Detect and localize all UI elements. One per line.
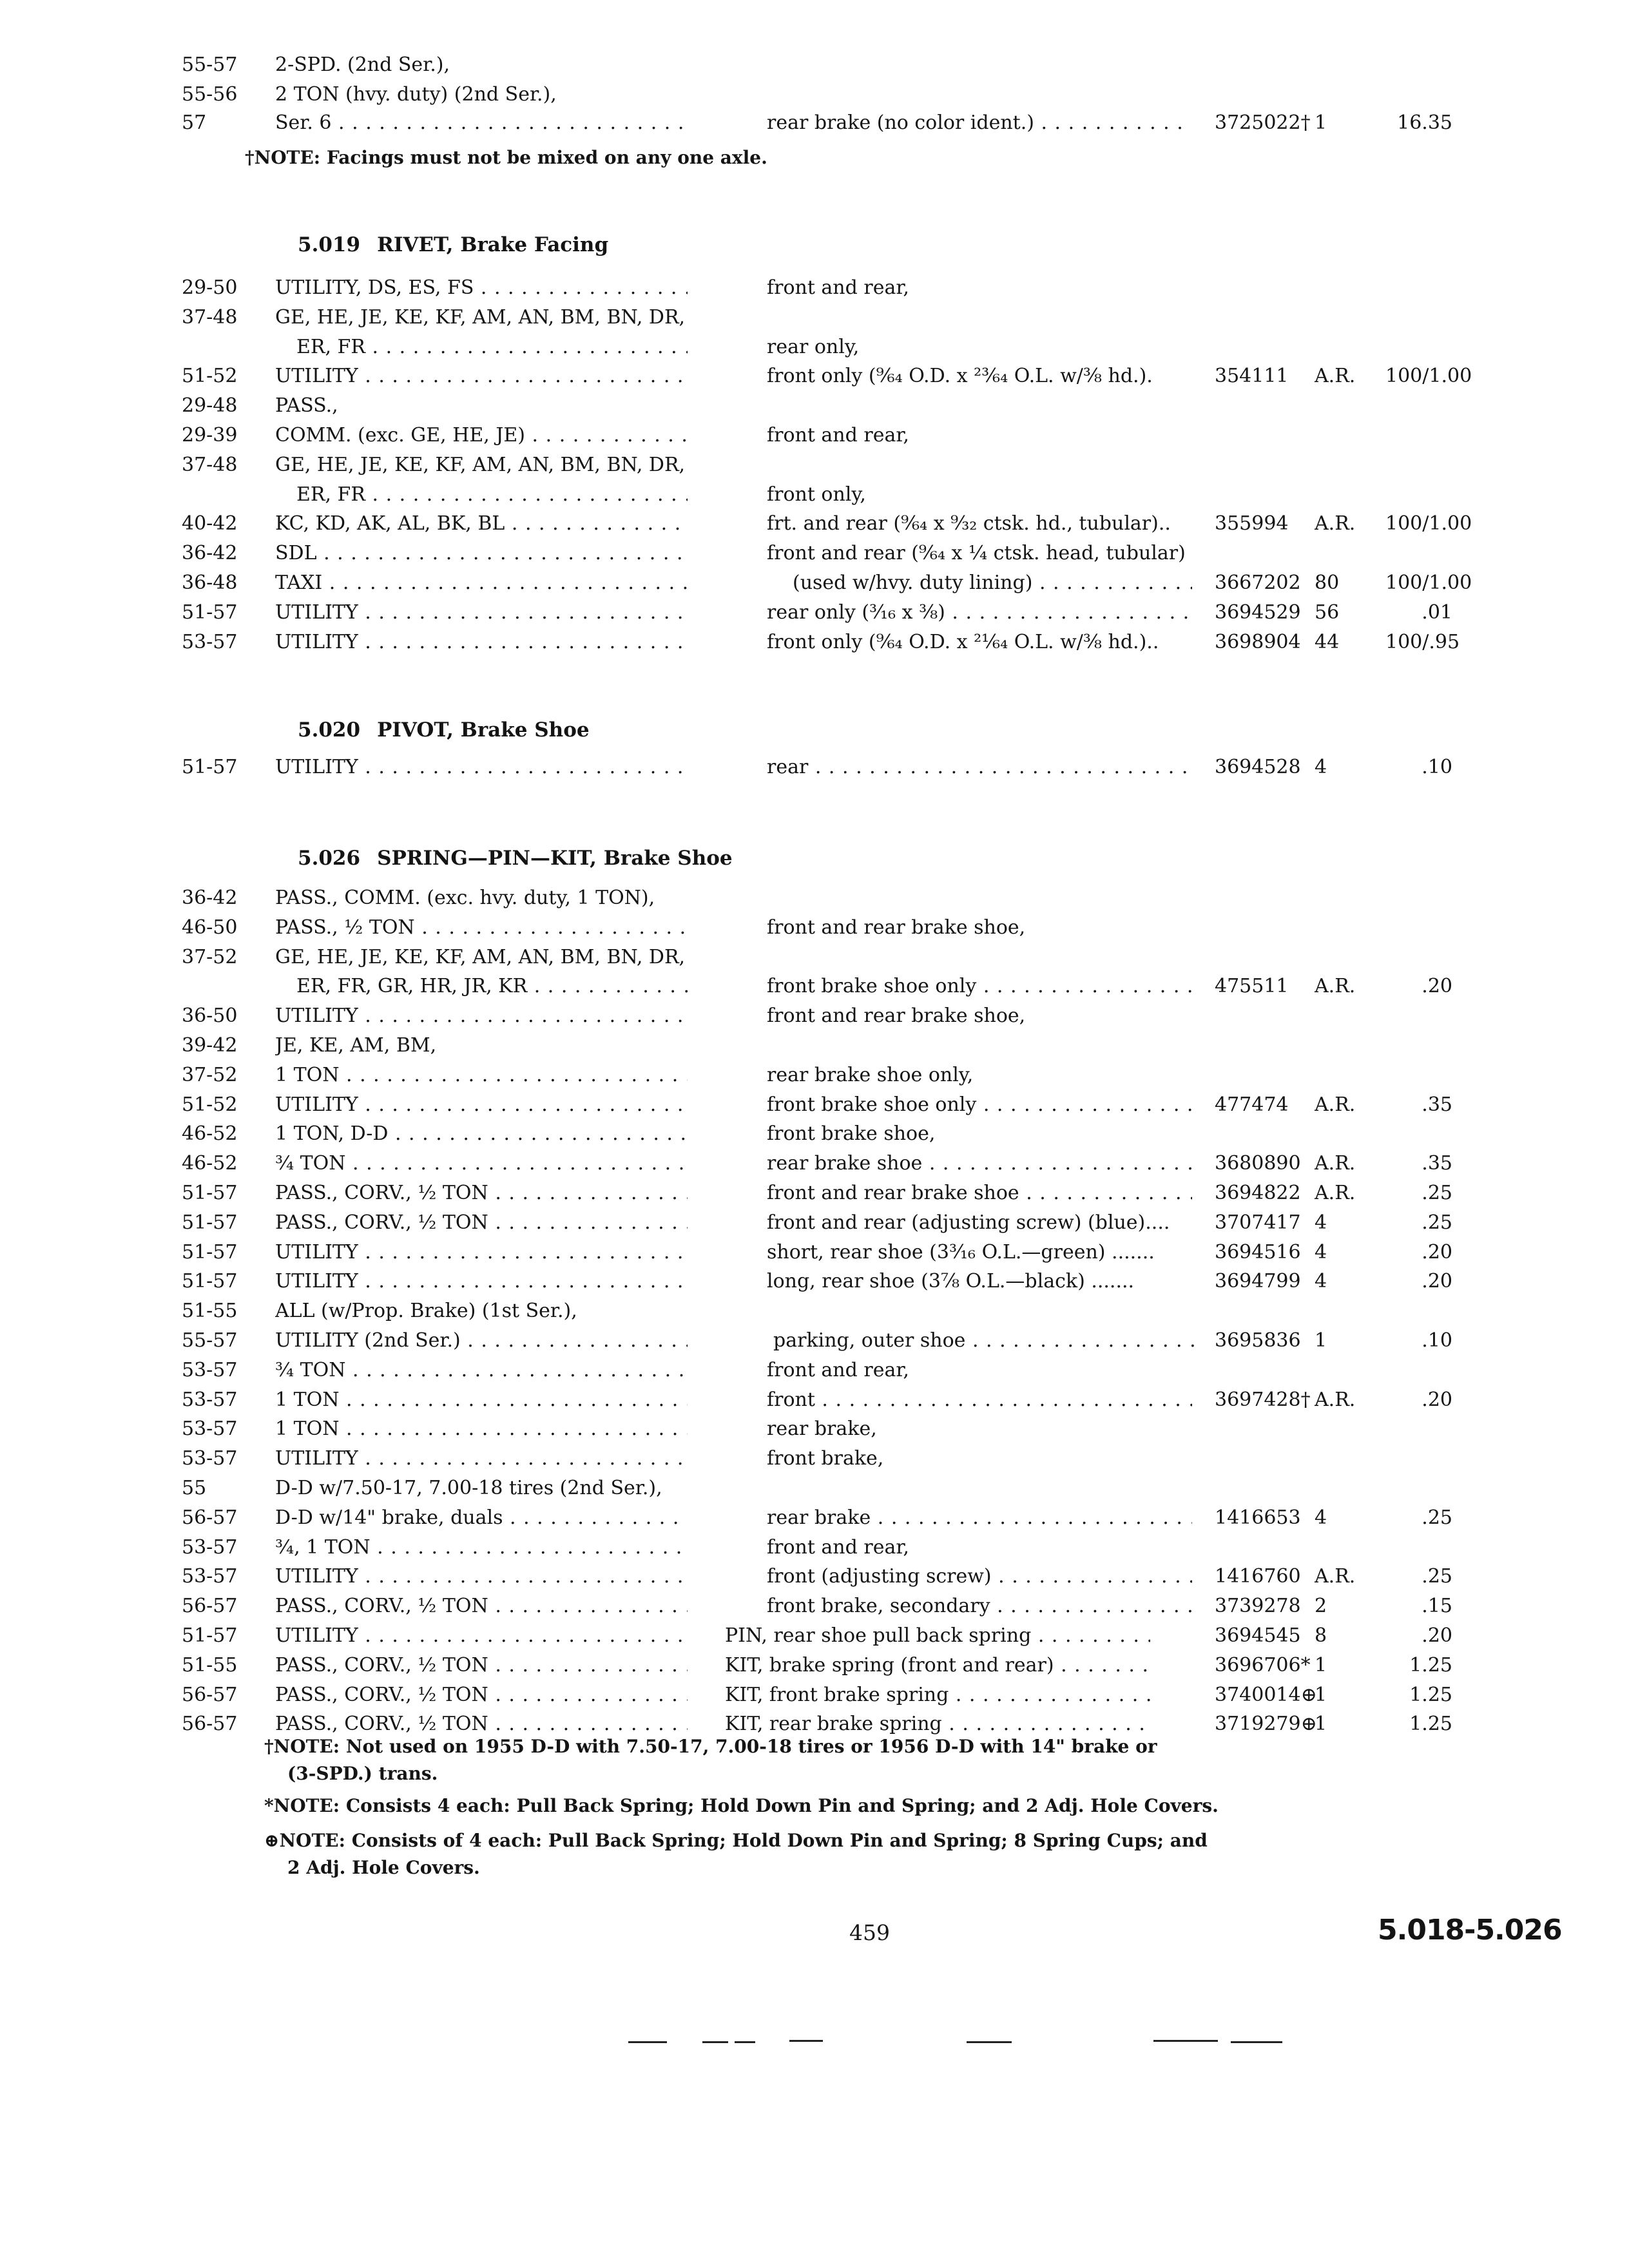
models-cell: UTILITY . . . [275, 753, 688, 782]
table-row [0, 1149, 1629, 1178]
table-row [0, 1238, 1629, 1267]
table-row [0, 1591, 1629, 1621]
years-cell: 51-57 [182, 601, 238, 624]
quantity-cell: A.R. [1315, 975, 1356, 997]
models-cell: D-D w/14" brake, duals . . . [275, 1503, 688, 1533]
description-cell: front and rear brake shoe, [767, 916, 1026, 939]
table-row [0, 1296, 1629, 1326]
models-cell: UTILITY . . . [275, 1267, 688, 1296]
years-cell: 51-52 [182, 365, 238, 387]
quantity-cell: A.R. [1315, 1182, 1356, 1204]
part-number-cell: 3719279⊕ [1215, 1713, 1317, 1735]
table-row [0, 450, 1629, 480]
years-cell: 51-55 [182, 1654, 238, 1677]
years-cell: 56-57 [182, 1506, 238, 1529]
scan-artifact [967, 2041, 1012, 2043]
footnote [264, 1792, 1244, 1820]
quantity-cell: 1 [1315, 1329, 1327, 1352]
table-row [0, 303, 1629, 332]
years-cell: 51-57 [182, 1182, 238, 1204]
years-cell: 51-52 [182, 1093, 238, 1116]
models-cell: UTILITY (2nd Ser.) . . . [275, 1326, 688, 1356]
table-row [0, 972, 1629, 1001]
price-cell: .20 [1422, 1241, 1452, 1264]
years-cell: 57 [182, 111, 207, 134]
description-cell: rear brake shoe only, [767, 1064, 974, 1086]
models-cell: UTILITY . . . [275, 598, 688, 628]
price-cell: 16.35 [1397, 111, 1452, 134]
quantity-cell: 1 [1315, 1654, 1327, 1677]
price-cell: 1.25 [1409, 1684, 1452, 1706]
models-cell: UTILITY . . . [275, 1562, 688, 1591]
table-row [0, 50, 1629, 80]
years-cell: 29-48 [182, 394, 238, 417]
years-cell: 56-57 [182, 1595, 238, 1617]
years-cell: 53-57 [182, 1565, 238, 1588]
models-cell: GE, HE, JE, KE, KF, AM, AN, BM, BN, DR, [275, 946, 686, 968]
models-cell: 1 TON . . . [275, 1414, 688, 1444]
price-cell: 100/.95 [1385, 631, 1460, 653]
quantity-cell: 4 [1315, 1241, 1327, 1264]
part-number-cell: 3694528 [1215, 756, 1301, 778]
table-row [0, 1651, 1629, 1680]
years-cell: 53-57 [182, 1418, 238, 1440]
price-cell: 100/1.00 [1385, 365, 1472, 387]
years-cell: 53-57 [182, 631, 238, 653]
years-cell: 36-50 [182, 1004, 238, 1027]
years-cell: 53-57 [182, 1447, 238, 1470]
models-cell: UTILITY . . . [275, 1001, 688, 1031]
years-cell: 55-56 [182, 83, 238, 106]
part-number-cell: 3694545 [1215, 1624, 1301, 1647]
models-cell: PASS., ½ TON . . . [275, 913, 688, 943]
years-cell: 51-55 [182, 1300, 238, 1322]
part-number-cell: 3740014⊕ [1215, 1684, 1317, 1706]
quantity-cell: 4 [1315, 1211, 1327, 1234]
models-cell: UTILITY . . . [275, 1621, 688, 1651]
years-cell: 53-57 [182, 1359, 238, 1381]
part-number-cell: 3698904 [1215, 631, 1301, 653]
models-cell: ER, FR, GR, HR, JR, KR . . . [296, 972, 688, 1001]
part-number-cell: 3694529 [1215, 601, 1301, 624]
table-row [0, 480, 1629, 510]
part-number-cell: 3694822 [1215, 1182, 1301, 1204]
models-cell: PASS., CORV., ½ TON . . . [275, 1591, 688, 1621]
table-row [0, 1061, 1629, 1090]
models-cell: GE, HE, JE, KE, KF, AM, AN, BM, BN, DR, [275, 306, 686, 329]
description-cell: front and rear brake shoe . . . [767, 1178, 1192, 1208]
models-cell: UTILITY . . . [275, 1444, 688, 1474]
price-cell: .35 [1422, 1152, 1452, 1175]
price-cell: 1.25 [1409, 1713, 1452, 1735]
scan-artifact [1231, 2041, 1282, 2043]
models-cell: UTILITY, DS, ES, FS . . . [275, 273, 688, 303]
models-cell: 2 TON (hvy. duty) (2nd Ser.), [275, 83, 557, 106]
price-cell: .20 [1422, 1389, 1452, 1411]
models-cell: 1 TON . . . [275, 1385, 688, 1415]
table-row [0, 1474, 1629, 1503]
description-cell: front and rear brake shoe, [767, 1004, 1026, 1027]
price-cell: .20 [1422, 1624, 1452, 1647]
models-cell: PASS., CORV., ½ TON . . . [275, 1709, 688, 1739]
years-cell: 51-57 [182, 1624, 238, 1647]
description-cell: front brake, secondary . . . [767, 1591, 1192, 1621]
table-row [0, 1090, 1629, 1120]
part-number-cell: 3694516 [1215, 1241, 1301, 1264]
models-cell: PASS., CORV., ½ TON . . . [275, 1178, 688, 1208]
part-number-cell: 3695836 [1215, 1329, 1301, 1352]
description-cell: rear . . . [767, 753, 1192, 782]
scan-artifact [1153, 2040, 1218, 2042]
models-cell: 2-SPD. (2nd Ser.), [275, 53, 450, 76]
quantity-cell: A.R. [1315, 1565, 1356, 1588]
years-cell: 46-52 [182, 1122, 238, 1145]
quantity-cell: A.R. [1315, 1389, 1356, 1411]
quantity-cell: 1 [1315, 1713, 1327, 1735]
description-cell: short, rear shoe (3³⁄₁₆ O.L.—green) ....... [767, 1241, 1155, 1264]
part-number-cell: 355994 [1215, 512, 1289, 535]
description-cell: rear brake . . . [767, 1503, 1192, 1533]
description-cell: front only (⁹⁄₆₄ O.D. x ²³⁄₆₄ O.L. w/⅜ hd.). [767, 365, 1153, 387]
scan-artifact [735, 2041, 755, 2043]
description-cell: front (adjusting screw) . . . [767, 1562, 1192, 1591]
models-cell: D-D w/7.50-17, 7.00-18 tires (2nd Ser.), [275, 1477, 662, 1499]
description-cell: parking, outer shoe . . . [773, 1326, 1199, 1356]
models-cell: COMM. (exc. GE, HE, JE) . . . [275, 421, 688, 450]
quantity-cell: 4 [1315, 756, 1327, 778]
years-cell: 36-48 [182, 572, 238, 594]
page-number: 459 [849, 1920, 890, 1945]
section-title: RIVET, Brake Facing [377, 233, 609, 256]
quantity-cell: 56 [1315, 601, 1340, 624]
years-cell: 51-57 [182, 1241, 238, 1264]
quantity-cell: 1 [1315, 1684, 1327, 1706]
years-cell: 56-57 [182, 1684, 238, 1706]
models-cell: UTILITY . . . [275, 361, 688, 391]
table-row [0, 1503, 1629, 1533]
quantity-cell: 44 [1315, 631, 1340, 653]
table-row [0, 273, 1629, 303]
part-number-cell: 3739278 [1215, 1595, 1301, 1617]
models-cell: UTILITY . . . [275, 1238, 688, 1267]
footnote-line: (3-SPD.) trans. [287, 1763, 438, 1784]
table-row [0, 539, 1629, 568]
price-cell: .25 [1422, 1506, 1452, 1529]
table-row [0, 1533, 1629, 1562]
models-cell: ¾, 1 TON . . . [275, 1533, 688, 1562]
models-cell: SDL . . . [275, 539, 688, 568]
table-row [0, 1680, 1629, 1710]
footnote [264, 1733, 1244, 1787]
description-cell: (used w/hvy. duty lining) . . . [793, 568, 1192, 598]
years-cell: 39-42 [182, 1034, 238, 1057]
description-cell: front and rear (adjusting screw) (blue).... [767, 1211, 1170, 1234]
years-cell: 40-42 [182, 512, 238, 535]
price-cell: .15 [1422, 1595, 1452, 1617]
table-row [0, 1444, 1629, 1474]
description-cell: rear only, [767, 336, 860, 358]
part-number-cell: 1416653 [1215, 1506, 1301, 1529]
description-cell: rear brake, [767, 1418, 877, 1440]
description-cell: PIN, rear shoe pull back spring . . . [725, 1621, 1150, 1651]
table-row [0, 753, 1629, 782]
part-number-cell: 354111 [1215, 365, 1289, 387]
description-cell: front and rear, [767, 424, 909, 447]
description-cell: rear only (³⁄₁₆ x ⅜) . . . [767, 598, 1192, 628]
models-cell: PASS., COMM. (exc. hvy. duty, 1 TON), [275, 887, 655, 909]
quantity-cell: 1 [1315, 111, 1327, 134]
price-cell: .10 [1422, 1329, 1452, 1352]
models-cell: Ser. 6 . . . [275, 108, 688, 138]
years-cell: 37-52 [182, 946, 238, 968]
table-row [0, 1178, 1629, 1208]
table-row [0, 108, 1629, 138]
part-number-cell: 477474 [1215, 1093, 1289, 1116]
description-cell: front and rear, [767, 1536, 909, 1559]
models-cell: KC, KD, AK, AL, BK, BL . . . [275, 509, 688, 539]
price-cell: .25 [1422, 1565, 1452, 1588]
price-cell: 100/1.00 [1385, 572, 1472, 594]
years-cell: 36-42 [182, 542, 238, 564]
table-row [0, 1414, 1629, 1444]
description-cell: KIT, rear brake spring . . . [725, 1709, 1150, 1739]
quantity-cell: 4 [1315, 1506, 1327, 1529]
section-title: PIVOT, Brake Shoe [377, 718, 590, 742]
table-row [0, 80, 1629, 110]
part-number-cell: 3697428† [1215, 1389, 1311, 1411]
section-title: SPRING—PIN—KIT, Brake Shoe [377, 847, 733, 870]
price-cell: .25 [1422, 1211, 1452, 1234]
price-cell: .01 [1422, 601, 1452, 624]
quantity-cell: 2 [1315, 1595, 1327, 1617]
footnote [264, 1827, 1244, 1881]
description-cell: long, rear shoe (3⅞ O.L.—black) ....... [767, 1270, 1135, 1293]
years-cell: 53-57 [182, 1389, 238, 1411]
quantity-cell: 80 [1315, 572, 1340, 594]
models-cell: ¾ TON . . . [275, 1149, 688, 1178]
table-row [0, 913, 1629, 943]
footnote-line: ⊕NOTE: Consists of 4 each: Pull Back Spring; Hold Down Pin and Spring; 8 Spring Cups; and [264, 1830, 1208, 1851]
quantity-cell: 8 [1315, 1624, 1327, 1647]
description-cell: front brake shoe only . . . [767, 972, 1192, 1001]
price-cell: .25 [1422, 1182, 1452, 1204]
scan-artifact [628, 2041, 667, 2043]
section-heading [298, 842, 733, 874]
section-number: 5.019 [298, 233, 361, 256]
part-number-cell: 1416760 [1215, 1565, 1301, 1588]
quantity-cell: A.R. [1315, 1152, 1356, 1175]
models-cell: 1 TON, D-D . . . [275, 1119, 688, 1149]
description-cell: KIT, front brake spring . . . [725, 1680, 1150, 1710]
description-cell: front only (⁹⁄₆₄ O.D. x ²¹⁄₆₄ O.L. w/⅜ hd.).. [767, 631, 1159, 653]
price-cell: .20 [1422, 1270, 1452, 1293]
footnote-line: 2 Adj. Hole Covers. [287, 1857, 480, 1878]
models-cell: UTILITY . . . [275, 628, 688, 657]
table-row [0, 598, 1629, 628]
description-cell: front brake shoe only . . . [767, 1090, 1192, 1120]
years-cell: 46-50 [182, 916, 238, 939]
scan-artifact [789, 2040, 823, 2042]
table-row [0, 361, 1629, 391]
models-cell: 1 TON . . . [275, 1061, 688, 1090]
models-cell: ER, FR . . . [296, 332, 688, 362]
table-row [0, 1326, 1629, 1356]
years-cell: 36-42 [182, 887, 238, 909]
table-row [0, 509, 1629, 539]
part-number-cell: 3725022† [1215, 111, 1311, 134]
models-cell: JE, KE, AM, BM, [275, 1034, 437, 1057]
description-cell: front and rear, [767, 1359, 909, 1381]
table-row [0, 1621, 1629, 1651]
price-cell: .20 [1422, 975, 1452, 997]
description-cell: front . . . [767, 1385, 1192, 1415]
footnote-line: †NOTE: Not used on 1955 D-D with 7.50-17, 7.00-18 tires or 1956 D-D with 14" brake or [264, 1736, 1157, 1757]
years-cell: 37-48 [182, 454, 238, 476]
models-cell: ER, FR . . . [296, 480, 688, 510]
models-cell: UTILITY . . . [275, 1090, 688, 1120]
models-cell: PASS., CORV., ½ TON . . . [275, 1651, 688, 1680]
years-cell: 51-57 [182, 1270, 238, 1293]
section-heading [298, 229, 608, 261]
table-row [0, 332, 1629, 362]
table-row [0, 1267, 1629, 1296]
table-row [0, 421, 1629, 450]
description-cell: KIT, brake spring (front and rear) . . . [725, 1651, 1150, 1680]
years-cell: 55-57 [182, 1329, 238, 1352]
table-row [0, 943, 1629, 972]
section-number: 5.020 [298, 718, 361, 742]
description-cell: frt. and rear (⁹⁄₆₄ x ⁹⁄₃₂ ctsk. hd., tubular).. [767, 512, 1171, 535]
quantity-cell: A.R. [1315, 512, 1356, 535]
models-cell: PASS., [275, 394, 338, 417]
quantity-cell: 4 [1315, 1270, 1327, 1293]
table-row [0, 1356, 1629, 1385]
footnote-line: *NOTE: Consists 4 each: Pull Back Spring; Hold Down Pin and Spring; and 2 Adj. Hole Covers. [264, 1795, 1219, 1816]
section-heading [298, 714, 590, 746]
part-number-cell: 3667202 [1215, 572, 1301, 594]
description-cell: front brake shoe, [767, 1122, 936, 1145]
description-cell: front and rear, [767, 276, 909, 299]
years-cell: 55 [182, 1477, 207, 1499]
table-row [0, 1001, 1629, 1031]
table-row [0, 1385, 1629, 1415]
models-cell: PASS., CORV., ½ TON . . . [275, 1680, 688, 1710]
years-cell: 53-57 [182, 1536, 238, 1559]
models-cell: GE, HE, JE, KE, KF, AM, AN, BM, BN, DR, [275, 454, 686, 476]
table-row [0, 883, 1629, 913]
facing-note: †NOTE: Facings must not be mixed on any one axle. [245, 147, 767, 168]
years-cell: 29-50 [182, 276, 238, 299]
years-cell: 46-52 [182, 1152, 238, 1175]
price-cell: .35 [1422, 1093, 1452, 1116]
models-cell: PASS., CORV., ½ TON . . . [275, 1208, 688, 1238]
table-row [0, 1562, 1629, 1591]
years-cell: 51-57 [182, 756, 238, 778]
part-number-cell: 3696706* [1215, 1654, 1311, 1677]
part-number-cell: 3694799 [1215, 1270, 1301, 1293]
models-cell: TAXI . . . [275, 568, 688, 598]
price-cell: .10 [1422, 756, 1452, 778]
description-cell: front and rear (⁹⁄₆₄ x ¼ ctsk. head, tubular) [767, 542, 1186, 564]
quantity-cell: A.R. [1315, 1093, 1356, 1116]
years-cell: 37-48 [182, 306, 238, 329]
description-cell: front brake, [767, 1447, 884, 1470]
description-cell: front only, [767, 483, 866, 506]
table-row [0, 1119, 1629, 1149]
table-row [0, 1031, 1629, 1061]
years-cell: 29-39 [182, 424, 238, 447]
years-cell: 51-57 [182, 1211, 238, 1234]
years-cell: 37-52 [182, 1064, 238, 1086]
part-number-cell: 3707417 [1215, 1211, 1301, 1234]
quantity-cell: A.R. [1315, 365, 1356, 387]
table-row [0, 568, 1629, 598]
description-cell: rear brake shoe . . . [767, 1149, 1192, 1178]
years-cell: 55-57 [182, 53, 238, 76]
table-row [0, 391, 1629, 421]
models-cell: ALL (w/Prop. Brake) (1st Ser.), [275, 1300, 577, 1322]
table-row [0, 1208, 1629, 1238]
section-range: 5.018-5.026 [1378, 1914, 1562, 1946]
description-cell: rear brake (no color ident.) . . . [767, 108, 1192, 138]
scan-artifact [702, 2041, 728, 2043]
price-cell: 1.25 [1409, 1654, 1452, 1677]
years-cell: 56-57 [182, 1713, 238, 1735]
part-number-cell: 475511 [1215, 975, 1289, 997]
price-cell: 100/1.00 [1385, 512, 1472, 535]
section-number: 5.026 [298, 847, 361, 870]
table-row [0, 628, 1629, 657]
part-number-cell: 3680890 [1215, 1152, 1301, 1175]
models-cell: ¾ TON . . . [275, 1356, 688, 1385]
